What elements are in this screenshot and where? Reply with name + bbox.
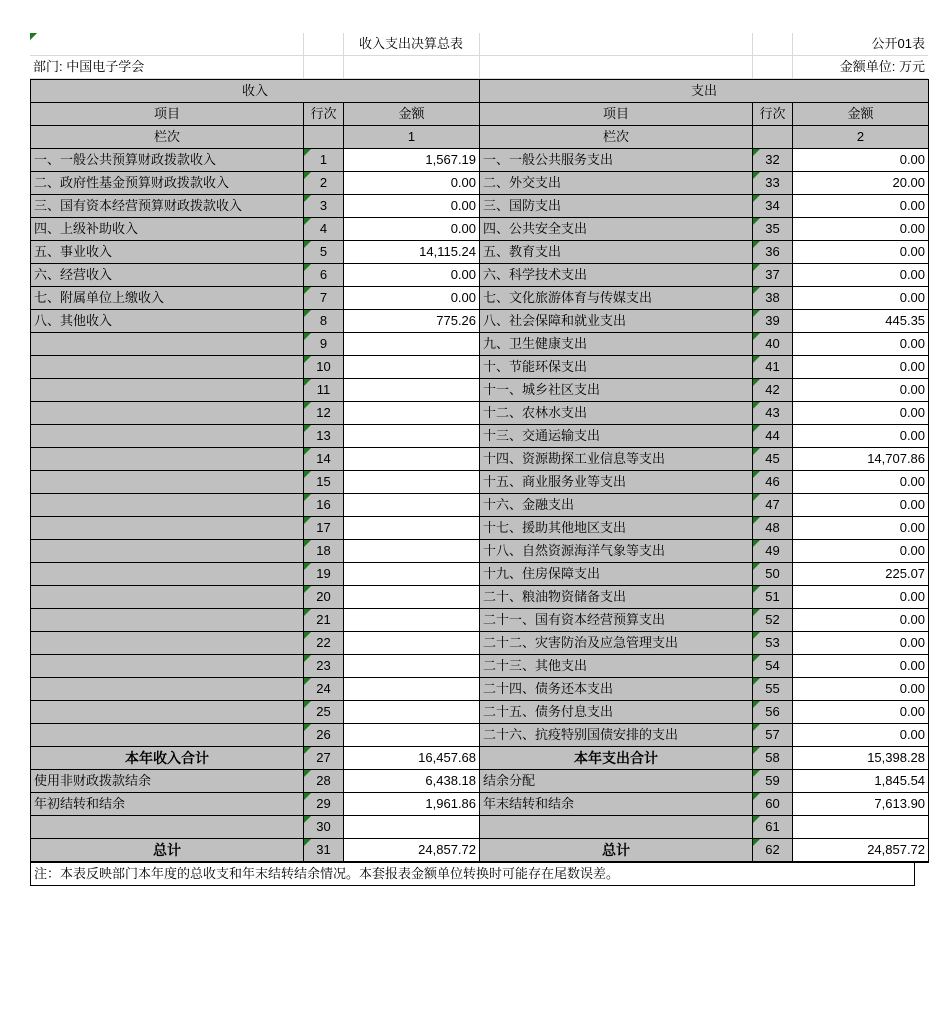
income-item-cell bbox=[31, 701, 304, 724]
income-item-cell: 二、政府性基金预算财政拨款收入 bbox=[31, 172, 304, 195]
income-amount-cell: 6,438.18 bbox=[344, 770, 480, 793]
table-row bbox=[31, 793, 929, 816]
income-lineno-cell: 17 bbox=[304, 517, 344, 540]
income-amount-cell bbox=[344, 471, 480, 494]
income-lineno-cell: 15 bbox=[304, 471, 344, 494]
income-amount-cell bbox=[344, 563, 480, 586]
income-lineno-cell: 23 bbox=[304, 655, 344, 678]
expense-lineno-cell: 58 bbox=[753, 747, 793, 770]
title-blank-right bbox=[479, 33, 752, 56]
income-lineno-cell: 20 bbox=[304, 586, 344, 609]
income-lineno-cell: 12 bbox=[304, 402, 344, 425]
expense-amount-cell: 225.07 bbox=[793, 563, 929, 586]
expense-amount-cell: 7,613.90 bbox=[793, 793, 929, 816]
income-amount-cell: 0.00 bbox=[344, 264, 480, 287]
income-amount-cell bbox=[344, 402, 480, 425]
income-item-cell bbox=[31, 540, 304, 563]
expense-column-number: 2 bbox=[793, 126, 929, 149]
income-item-cell bbox=[31, 356, 304, 379]
table-row bbox=[31, 333, 929, 356]
expense-lineno-cell: 39 bbox=[753, 310, 793, 333]
table-row bbox=[31, 494, 929, 517]
income-amount-cell: 0.00 bbox=[344, 172, 480, 195]
expense-item-cell: 七、文化旅游体育与传媒支出 bbox=[480, 287, 753, 310]
income-lineno-cell: 19 bbox=[304, 563, 344, 586]
expense-item-cell: 十七、援助其他地区支出 bbox=[480, 517, 753, 540]
expense-lineno-cell: 42 bbox=[753, 379, 793, 402]
income-amount-cell bbox=[344, 448, 480, 471]
department-label: 部门: 中国电子学会 bbox=[30, 56, 303, 79]
subtitle-row bbox=[30, 56, 928, 79]
table-row bbox=[31, 816, 929, 839]
title-spacer-2 bbox=[752, 33, 792, 56]
table-row bbox=[31, 195, 929, 218]
subtitle-spacer bbox=[303, 56, 343, 79]
expense-column-label-blank bbox=[753, 126, 793, 149]
income-amount-cell: 1,961.86 bbox=[344, 793, 480, 816]
income-lineno-cell: 6 bbox=[304, 264, 344, 287]
expense-amount-cell: 15,398.28 bbox=[793, 747, 929, 770]
income-lineno-cell: 3 bbox=[304, 195, 344, 218]
income-amount-cell bbox=[344, 678, 480, 701]
expense-lineno-cell: 59 bbox=[753, 770, 793, 793]
table-row bbox=[31, 655, 929, 678]
income-item-cell bbox=[31, 379, 304, 402]
expense-lineno-cell: 48 bbox=[753, 517, 793, 540]
income-amount-cell bbox=[344, 540, 480, 563]
expense-lineno-cell: 61 bbox=[753, 816, 793, 839]
expense-item-cell: 结余分配 bbox=[480, 770, 753, 793]
income-lineno-cell: 5 bbox=[304, 241, 344, 264]
expense-column-label: 栏次 bbox=[480, 126, 753, 149]
table-row bbox=[31, 241, 929, 264]
expense-item-cell: 九、卫生健康支出 bbox=[480, 333, 753, 356]
expense-amount-cell: 0.00 bbox=[793, 701, 929, 724]
income-amount-cell bbox=[344, 494, 480, 517]
expense-amount-cell: 20.00 bbox=[793, 172, 929, 195]
subtitle-blank-2 bbox=[479, 56, 752, 79]
expense-amount-cell bbox=[793, 816, 929, 839]
expense-amount-cell: 0.00 bbox=[793, 609, 929, 632]
expense-item-cell: 二、外交支出 bbox=[480, 172, 753, 195]
expense-lineno-cell: 57 bbox=[753, 724, 793, 747]
table-row bbox=[31, 586, 929, 609]
expense-amount-cell: 0.00 bbox=[793, 425, 929, 448]
table-row bbox=[31, 287, 929, 310]
income-amount-cell: 775.26 bbox=[344, 310, 480, 333]
expense-amount-cell: 0.00 bbox=[793, 724, 929, 747]
income-item-cell bbox=[31, 517, 304, 540]
expense-item-cell: 三、国防支出 bbox=[480, 195, 753, 218]
expense-item-cell: 二十、粮油物资储备支出 bbox=[480, 586, 753, 609]
income-item-cell: 八、其他收入 bbox=[31, 310, 304, 333]
expense-item-cell: 十三、交通运输支出 bbox=[480, 425, 753, 448]
expense-item-cell: 本年支出合计 bbox=[480, 747, 753, 770]
subtitle-blank bbox=[343, 56, 479, 79]
table-row bbox=[31, 770, 929, 793]
expense-section-header: 支出 bbox=[480, 80, 929, 103]
expense-item-cell: 四、公共安全支出 bbox=[480, 218, 753, 241]
note-row bbox=[31, 863, 915, 886]
expense-lineno-cell: 52 bbox=[753, 609, 793, 632]
income-lineno-cell: 18 bbox=[304, 540, 344, 563]
amount-unit-label: 金额单位: 万元 bbox=[792, 56, 928, 79]
expense-lineno-cell: 47 bbox=[753, 494, 793, 517]
document-title: 收入支出决算总表 bbox=[343, 33, 479, 56]
income-item-cell bbox=[31, 563, 304, 586]
income-lineno-cell: 30 bbox=[304, 816, 344, 839]
expense-item-cell: 一、一般公共服务支出 bbox=[480, 149, 753, 172]
expense-lineno-cell: 50 bbox=[753, 563, 793, 586]
expense-item-cell: 二十三、其他支出 bbox=[480, 655, 753, 678]
table-row bbox=[31, 471, 929, 494]
table-row bbox=[31, 448, 929, 471]
expense-amount-cell: 0.00 bbox=[793, 356, 929, 379]
expense-lineno-cell: 55 bbox=[753, 678, 793, 701]
expense-amount-cell: 0.00 bbox=[793, 655, 929, 678]
expense-lineno-header: 行次 bbox=[753, 103, 793, 126]
expense-lineno-cell: 49 bbox=[753, 540, 793, 563]
expense-item-cell: 十八、自然资源海洋气象等支出 bbox=[480, 540, 753, 563]
income-amount-cell bbox=[344, 333, 480, 356]
income-lineno-cell: 27 bbox=[304, 747, 344, 770]
expense-item-cell: 十、节能环保支出 bbox=[480, 356, 753, 379]
section-band-row bbox=[31, 80, 929, 103]
expense-lineno-cell: 36 bbox=[753, 241, 793, 264]
title-blank-left bbox=[30, 33, 303, 56]
income-item-cell bbox=[31, 724, 304, 747]
budget-table-body bbox=[31, 80, 929, 863]
expense-lineno-cell: 41 bbox=[753, 356, 793, 379]
income-amount-cell bbox=[344, 425, 480, 448]
expense-amount-cell: 0.00 bbox=[793, 471, 929, 494]
table-row bbox=[31, 678, 929, 701]
table-row bbox=[31, 218, 929, 241]
expense-amount-cell: 0.00 bbox=[793, 287, 929, 310]
expense-lineno-cell: 44 bbox=[753, 425, 793, 448]
income-item-cell bbox=[31, 494, 304, 517]
expense-lineno-cell: 43 bbox=[753, 402, 793, 425]
table-row bbox=[31, 172, 929, 195]
income-item-cell: 一、一般公共预算财政拨款收入 bbox=[31, 149, 304, 172]
income-lineno-cell: 24 bbox=[304, 678, 344, 701]
table-row bbox=[31, 609, 929, 632]
income-column-label: 栏次 bbox=[31, 126, 304, 149]
income-item-cell bbox=[31, 609, 304, 632]
income-lineno-cell: 14 bbox=[304, 448, 344, 471]
income-amount-cell: 24,857.72 bbox=[344, 839, 480, 863]
expense-item-cell: 二十一、国有资本经营预算支出 bbox=[480, 609, 753, 632]
income-item-cell: 总计 bbox=[31, 839, 304, 863]
expense-item-cell: 年末结转和结余 bbox=[480, 793, 753, 816]
income-lineno-cell: 31 bbox=[304, 839, 344, 863]
income-item-cell bbox=[31, 586, 304, 609]
income-amount-cell: 16,457.68 bbox=[344, 747, 480, 770]
column-number-row bbox=[31, 126, 929, 149]
income-column-number: 1 bbox=[344, 126, 480, 149]
table-row bbox=[31, 724, 929, 747]
expense-amount-cell: 0.00 bbox=[793, 379, 929, 402]
expense-amount-cell: 0.00 bbox=[793, 540, 929, 563]
income-item-cell bbox=[31, 655, 304, 678]
income-lineno-cell: 29 bbox=[304, 793, 344, 816]
income-item-cell: 五、事业收入 bbox=[31, 241, 304, 264]
expense-item-cell: 六、科学技术支出 bbox=[480, 264, 753, 287]
expense-amount-cell: 24,857.72 bbox=[793, 839, 929, 863]
income-lineno-cell: 2 bbox=[304, 172, 344, 195]
table-row bbox=[31, 310, 929, 333]
income-amount-cell bbox=[344, 586, 480, 609]
expense-lineno-cell: 53 bbox=[753, 632, 793, 655]
income-lineno-cell: 9 bbox=[304, 333, 344, 356]
income-item-cell bbox=[31, 448, 304, 471]
expense-amount-cell: 0.00 bbox=[793, 517, 929, 540]
income-lineno-cell: 28 bbox=[304, 770, 344, 793]
budget-table bbox=[30, 79, 929, 863]
expense-lineno-cell: 51 bbox=[753, 586, 793, 609]
table-row bbox=[31, 632, 929, 655]
table-row bbox=[31, 517, 929, 540]
income-lineno-cell: 22 bbox=[304, 632, 344, 655]
income-item-cell: 使用非财政拨款结余 bbox=[31, 770, 304, 793]
income-amount-cell bbox=[344, 356, 480, 379]
expense-lineno-cell: 45 bbox=[753, 448, 793, 471]
expense-item-cell: 八、社会保障和就业支出 bbox=[480, 310, 753, 333]
expense-item-cell: 总计 bbox=[480, 839, 753, 863]
income-lineno-cell: 1 bbox=[304, 149, 344, 172]
expense-lineno-cell: 37 bbox=[753, 264, 793, 287]
income-lineno-cell: 25 bbox=[304, 701, 344, 724]
income-amount-cell bbox=[344, 724, 480, 747]
income-item-cell bbox=[31, 816, 304, 839]
income-section-header: 收入 bbox=[31, 80, 480, 103]
income-item-cell bbox=[31, 402, 304, 425]
spreadsheet-sheet bbox=[30, 33, 926, 886]
income-lineno-cell: 13 bbox=[304, 425, 344, 448]
expense-amount-cell: 0.00 bbox=[793, 333, 929, 356]
income-amount-cell: 14,115.24 bbox=[344, 241, 480, 264]
expense-item-cell: 十四、资源勘探工业信息等支出 bbox=[480, 448, 753, 471]
title-block bbox=[30, 33, 928, 79]
income-lineno-cell: 8 bbox=[304, 310, 344, 333]
table-row bbox=[31, 701, 929, 724]
note-block bbox=[30, 863, 915, 886]
expense-lineno-cell: 32 bbox=[753, 149, 793, 172]
expense-amount-cell: 445.35 bbox=[793, 310, 929, 333]
expense-lineno-cell: 38 bbox=[753, 287, 793, 310]
expense-amount-cell: 0.00 bbox=[793, 218, 929, 241]
expense-amount-cell: 0.00 bbox=[793, 149, 929, 172]
expense-item-cell: 二十二、灾害防治及应急管理支出 bbox=[480, 632, 753, 655]
expense-item-header: 项目 bbox=[480, 103, 753, 126]
expense-item-cell: 二十五、债务付息支出 bbox=[480, 701, 753, 724]
expense-lineno-cell: 40 bbox=[753, 333, 793, 356]
income-lineno-cell: 21 bbox=[304, 609, 344, 632]
income-item-cell bbox=[31, 632, 304, 655]
income-lineno-header: 行次 bbox=[304, 103, 344, 126]
subtitle-spacer-2 bbox=[752, 56, 792, 79]
expense-amount-cell: 0.00 bbox=[793, 195, 929, 218]
income-amount-cell bbox=[344, 701, 480, 724]
expense-item-cell bbox=[480, 816, 753, 839]
income-amount-cell bbox=[344, 379, 480, 402]
income-lineno-cell: 26 bbox=[304, 724, 344, 747]
table-row bbox=[31, 425, 929, 448]
expense-item-cell: 十九、住房保障支出 bbox=[480, 563, 753, 586]
income-item-cell bbox=[31, 471, 304, 494]
expense-amount-cell: 0.00 bbox=[793, 678, 929, 701]
column-header-row bbox=[31, 103, 929, 126]
income-lineno-cell: 7 bbox=[304, 287, 344, 310]
income-amount-header: 金额 bbox=[344, 103, 480, 126]
expense-lineno-cell: 35 bbox=[753, 218, 793, 241]
income-item-cell: 年初结转和结余 bbox=[31, 793, 304, 816]
income-amount-cell: 0.00 bbox=[344, 287, 480, 310]
expense-item-cell: 二十六、抗疫特别国债安排的支出 bbox=[480, 724, 753, 747]
income-item-header: 项目 bbox=[31, 103, 304, 126]
expense-lineno-cell: 56 bbox=[753, 701, 793, 724]
income-amount-cell bbox=[344, 655, 480, 678]
income-amount-cell bbox=[344, 816, 480, 839]
income-item-cell: 六、经营收入 bbox=[31, 264, 304, 287]
expense-amount-cell: 0.00 bbox=[793, 241, 929, 264]
table-row bbox=[31, 747, 929, 770]
table-row bbox=[31, 839, 929, 863]
income-lineno-cell: 10 bbox=[304, 356, 344, 379]
income-amount-cell bbox=[344, 517, 480, 540]
income-amount-cell: 1,567.19 bbox=[344, 149, 480, 172]
form-code: 公开01表 bbox=[792, 33, 928, 56]
title-spacer bbox=[303, 33, 343, 56]
table-row bbox=[31, 264, 929, 287]
income-amount-cell bbox=[344, 609, 480, 632]
expense-amount-cell: 0.00 bbox=[793, 402, 929, 425]
income-item-cell: 四、上级补助收入 bbox=[31, 218, 304, 241]
income-amount-cell: 0.00 bbox=[344, 218, 480, 241]
income-item-cell bbox=[31, 333, 304, 356]
income-item-cell: 三、国有资本经营预算财政拨款收入 bbox=[31, 195, 304, 218]
income-lineno-cell: 16 bbox=[304, 494, 344, 517]
expense-lineno-cell: 62 bbox=[753, 839, 793, 863]
table-row bbox=[31, 356, 929, 379]
income-item-cell: 本年收入合计 bbox=[31, 747, 304, 770]
table-row bbox=[31, 379, 929, 402]
expense-item-cell: 十二、农林水支出 bbox=[480, 402, 753, 425]
income-amount-cell bbox=[344, 632, 480, 655]
income-column-label-blank bbox=[304, 126, 344, 149]
expense-item-cell: 二十四、债务还本支出 bbox=[480, 678, 753, 701]
table-note: 注：本表反映部门本年度的总收支和年末结转结余情况。本套报表金额单位转换时可能存在尾数误差。 bbox=[31, 863, 915, 886]
income-lineno-cell: 4 bbox=[304, 218, 344, 241]
expense-lineno-cell: 46 bbox=[753, 471, 793, 494]
income-amount-cell: 0.00 bbox=[344, 195, 480, 218]
expense-amount-cell: 0.00 bbox=[793, 494, 929, 517]
expense-item-cell: 五、教育支出 bbox=[480, 241, 753, 264]
table-row bbox=[31, 563, 929, 586]
expense-amount-cell: 0.00 bbox=[793, 632, 929, 655]
expense-item-cell: 十六、金融支出 bbox=[480, 494, 753, 517]
income-item-cell bbox=[31, 678, 304, 701]
title-row bbox=[30, 33, 928, 56]
expense-amount-cell: 1,845.54 bbox=[793, 770, 929, 793]
income-lineno-cell: 11 bbox=[304, 379, 344, 402]
income-item-cell bbox=[31, 425, 304, 448]
table-row bbox=[31, 149, 929, 172]
income-item-cell: 七、附属单位上缴收入 bbox=[31, 287, 304, 310]
expense-amount-cell: 0.00 bbox=[793, 264, 929, 287]
expense-lineno-cell: 54 bbox=[753, 655, 793, 678]
table-row bbox=[31, 402, 929, 425]
expense-amount-cell: 14,707.86 bbox=[793, 448, 929, 471]
expense-item-cell: 十一、城乡社区支出 bbox=[480, 379, 753, 402]
expense-lineno-cell: 33 bbox=[753, 172, 793, 195]
expense-amount-cell: 0.00 bbox=[793, 586, 929, 609]
expense-item-cell: 十五、商业服务业等支出 bbox=[480, 471, 753, 494]
table-row bbox=[31, 540, 929, 563]
expense-amount-header: 金额 bbox=[793, 103, 929, 126]
expense-lineno-cell: 60 bbox=[753, 793, 793, 816]
expense-lineno-cell: 34 bbox=[753, 195, 793, 218]
